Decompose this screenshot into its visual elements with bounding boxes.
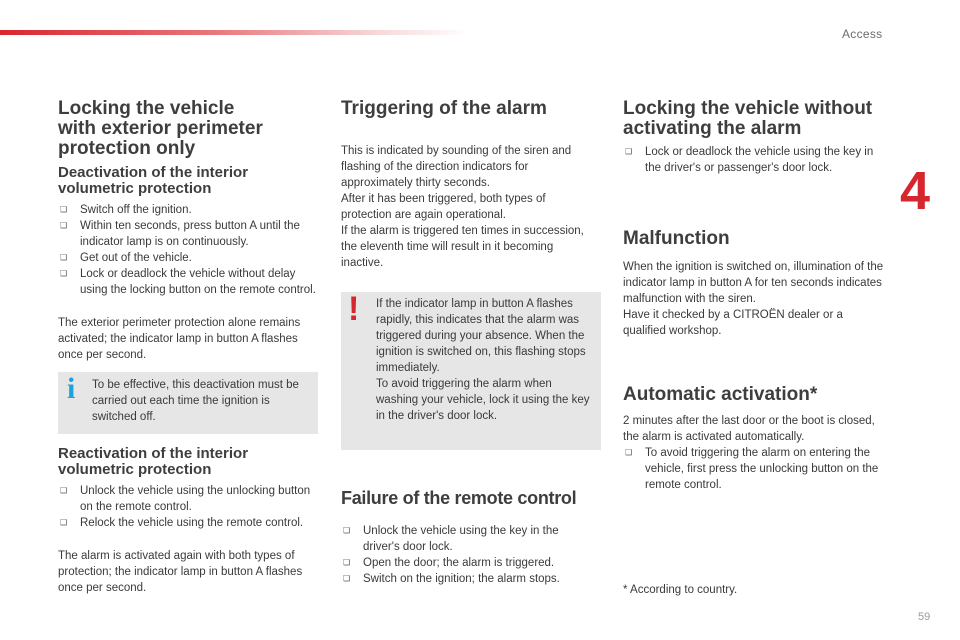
locking-without-alarm-title: Locking the vehicle without activating the alarm xyxy=(623,98,873,139)
list-item: ❑ Switch off the ignition. xyxy=(58,202,320,218)
deactivation-list xyxy=(58,202,320,298)
deactivation-after-text: The exterior perimeter protection alone remains activated; the indicator lamp in button A flashes once per second. xyxy=(58,317,301,361)
list-item: ❑ Unlock the vehicle using the key in the driver's door lock. xyxy=(341,523,591,555)
deactivation-heading: Deactivation of the interior volumetric protection xyxy=(58,164,249,197)
malfunction-title: Malfunction xyxy=(623,228,730,249)
warning-icon: ! xyxy=(348,290,360,328)
automatic-activation-list xyxy=(623,445,885,493)
triggering-text: This is indicated by sounding of the siren and flashing of the direction indicators for approximately thirty seconds. After it has been triggered, both types of protection are again operational. If the alarm is triggered ten times in succession, the eleventh time will result in it becoming inactive. xyxy=(341,145,584,269)
chapter-number: 4 xyxy=(900,161,931,221)
triggering-title: Triggering of the alarm xyxy=(341,98,547,119)
list-item: ❑ Open the door; the alarm is triggered. xyxy=(341,555,591,571)
reactivation-after-text: The alarm is activated again with both types of protection; the indicator lamp in button A flashes once per second. xyxy=(58,550,303,594)
page-number: 59 xyxy=(918,611,931,623)
list-item: ❑ Within ten seconds, press button A until the indicator lamp is on continuously. xyxy=(58,218,320,250)
list-item: ❑ Relock the vehicle using the remote control. xyxy=(58,515,320,531)
warning-note xyxy=(341,292,601,450)
malfunction-text: When the ignition is switched on, illumination of the indicator lamp in button A for ten seconds indicates malfunction with the siren. Have it checked by a CITROËN dealer or a qualified workshop. xyxy=(623,261,884,337)
header-accent-bar xyxy=(0,30,470,35)
list-item: ❑ Switch on the ignition; the alarm stops. xyxy=(341,571,591,587)
reactivation-heading: Reactivation of the interior volumetric protection xyxy=(58,445,249,478)
automatic-activation-title: Automatic activation* xyxy=(623,384,818,405)
info-icon: i xyxy=(67,372,76,405)
list-item: ❑ Lock or deadlock the vehicle using the key in the driver's or passenger's door lock. xyxy=(623,144,885,176)
automatic-activation-text: 2 minutes after the last door or the boot is closed, the alarm is activated automatically. xyxy=(623,415,875,443)
info-note xyxy=(58,372,318,434)
list-item: ❑ Lock or deadlock the vehicle without delay using the locking button on the remote control. xyxy=(58,266,320,298)
failure-list xyxy=(341,523,591,587)
reactivation-list xyxy=(58,483,320,531)
section-label: Access xyxy=(842,27,883,41)
list-item: ❑ To avoid triggering the alarm on entering the vehicle, first press the unlocking button on the remote control. xyxy=(623,445,885,493)
footnote: * According to country. xyxy=(623,584,738,596)
list-item: ❑ Unlock the vehicle using the unlocking button on the remote control. xyxy=(58,483,320,515)
warning-note-text: If the indicator lamp in button A flashes rapidly, this indicates that the alarm was triggered during your absence. When the ignition is switched on, this flashing stops immediately. To avoid triggering the alarm when washing your vehicle, lock it using the key in the driver's door lock. xyxy=(376,298,590,422)
failure-title: Failure of the remote control xyxy=(341,488,577,508)
info-note-text: To be effective, this deactivation must be carried out each time the ignition is switched off. xyxy=(92,379,299,423)
list-item: ❑ Get out of the vehicle. xyxy=(58,250,320,266)
col1-title: Locking the vehicle with exterior perimeter protection only xyxy=(58,98,263,159)
locking-list xyxy=(623,144,885,176)
